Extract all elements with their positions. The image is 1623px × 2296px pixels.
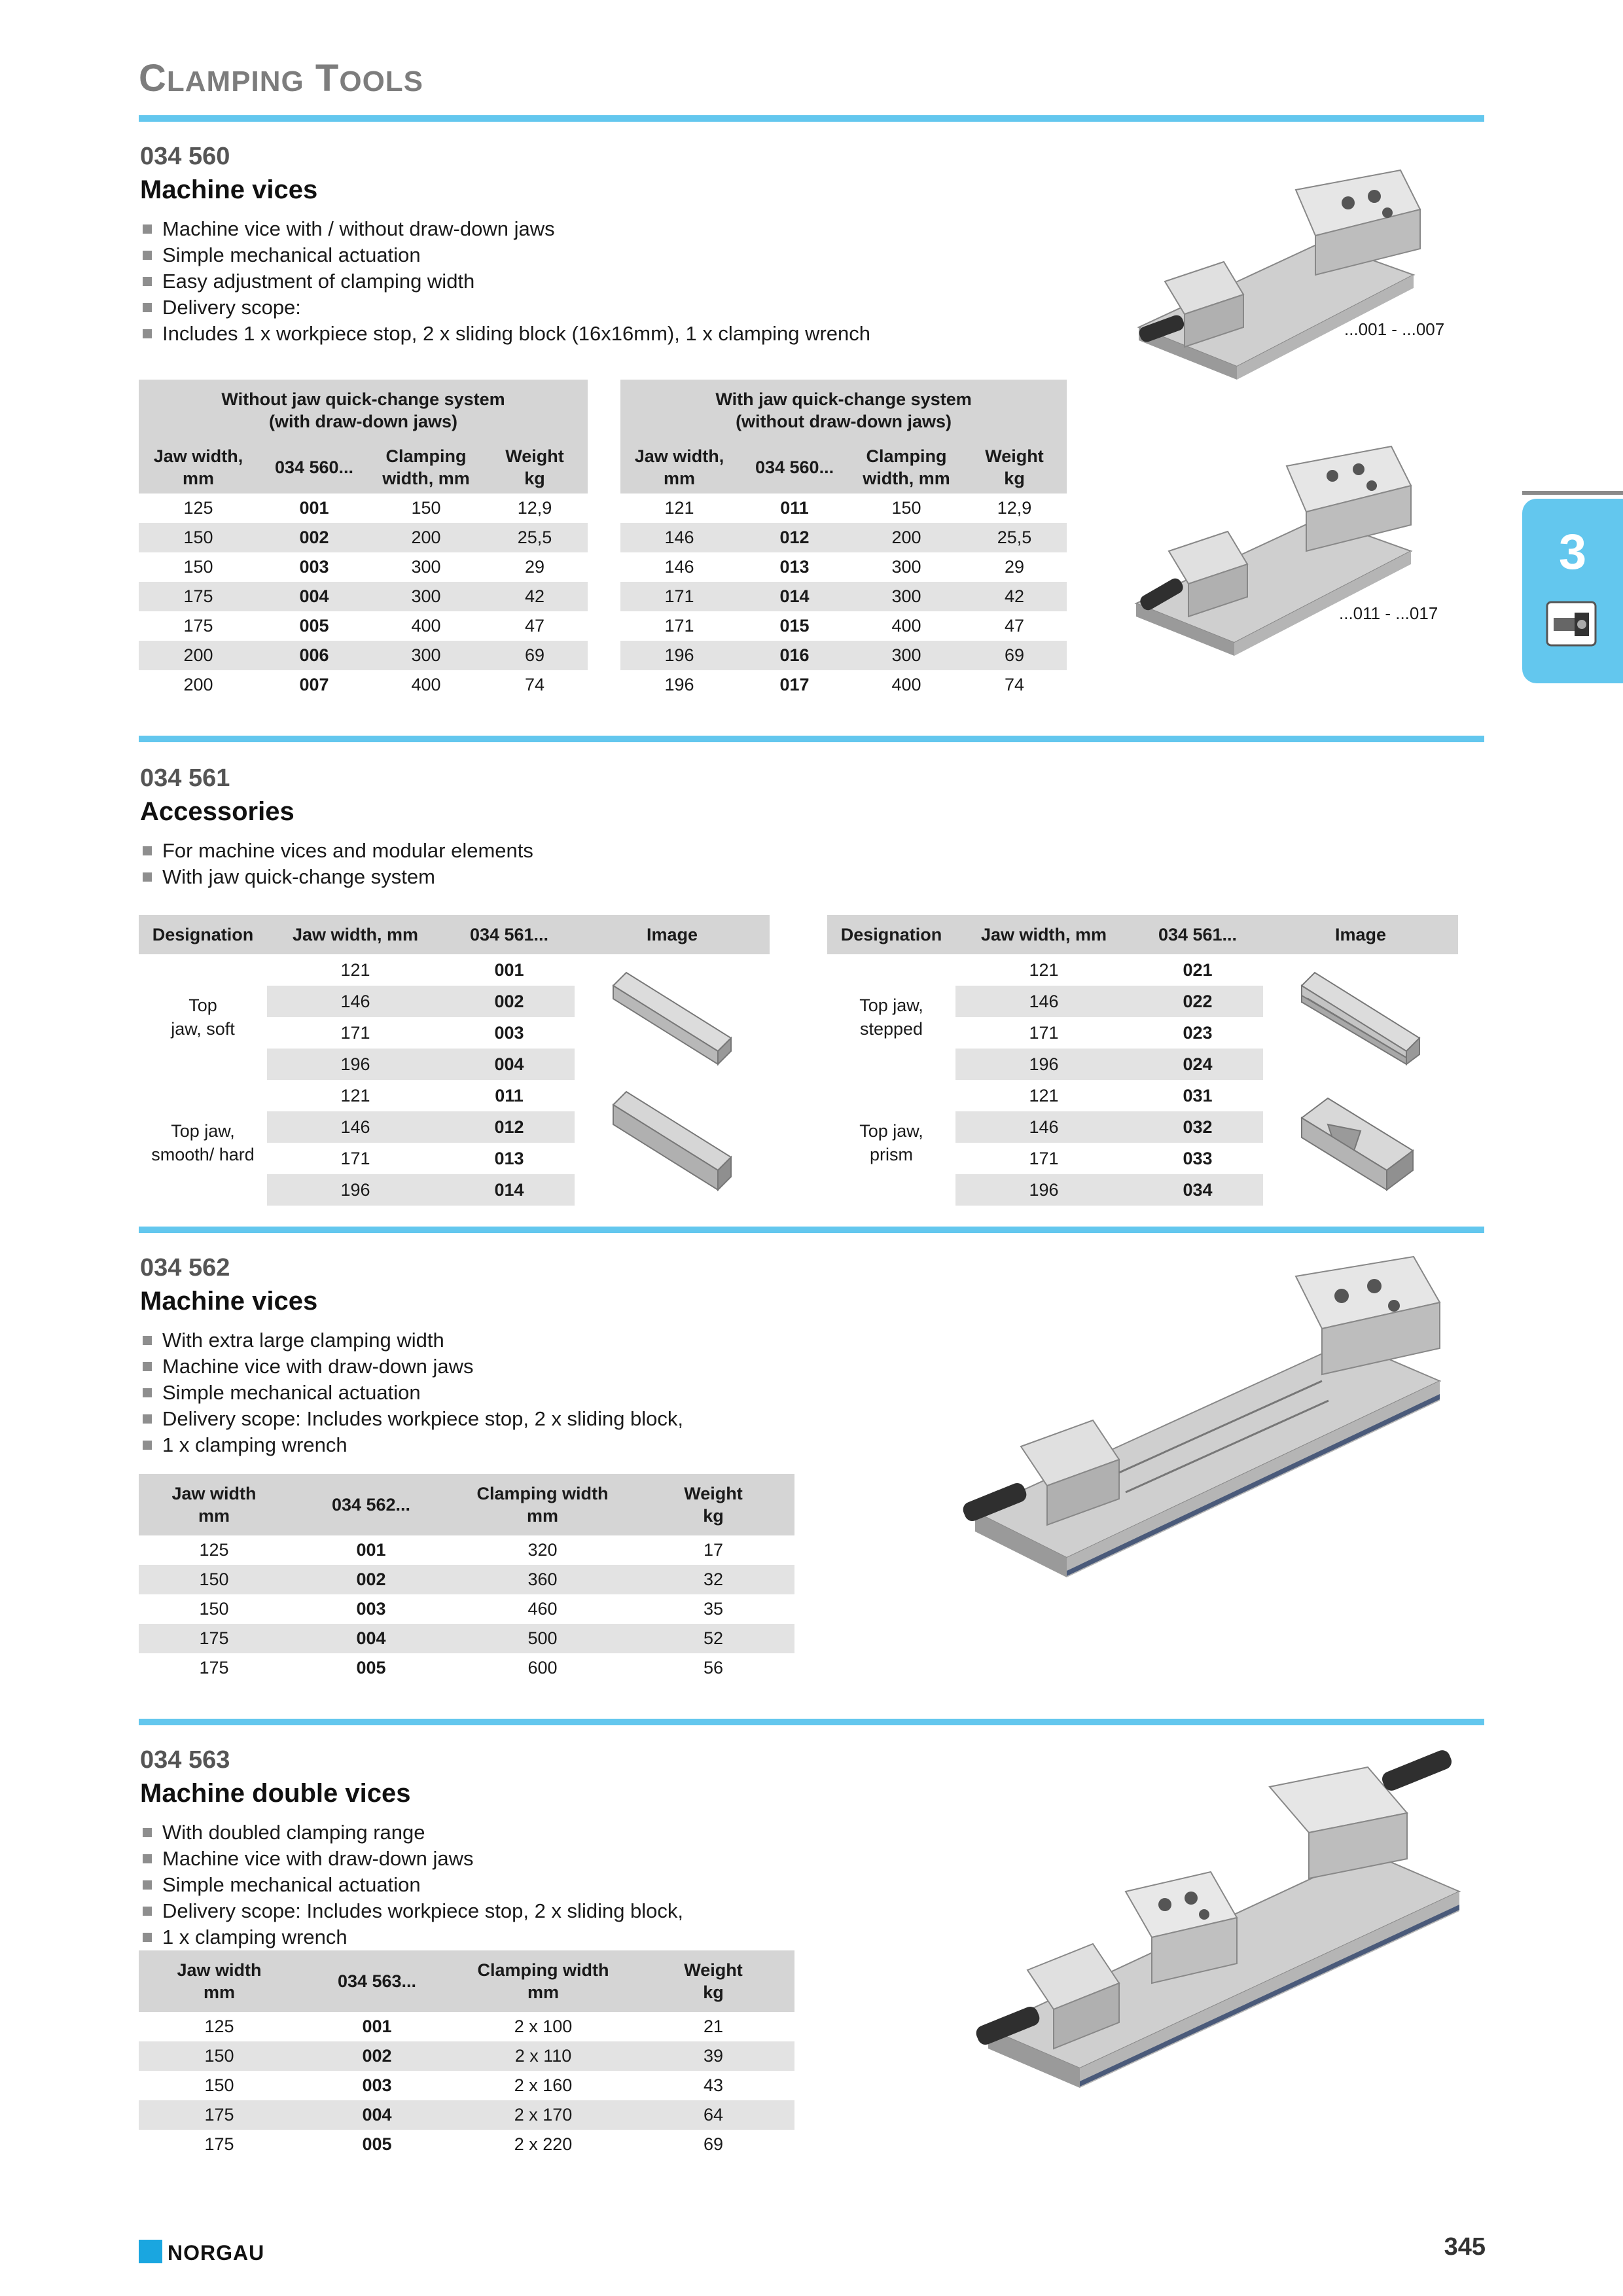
col-header-jaw-width: Jaw width, mm: [139, 441, 258, 493]
machine-vice-image-001: [1126, 164, 1433, 393]
designation-cell: Top jaw, prism: [827, 1080, 955, 1206]
col-header-jaw-width: Jaw width, mm: [955, 915, 1132, 954]
table-row: 196 014: [139, 1174, 770, 1206]
bullet-item: With jaw quick-change system: [140, 864, 533, 890]
table-row: 150 002 2 x 110 39: [139, 2041, 794, 2071]
table-row: 150 003 460 35: [199, 1599, 724, 1619]
page-title: CLAMPING TOOLS: [139, 57, 424, 99]
table-row: 125 001 150 12,9 121 011 150 12,9: [183, 498, 1032, 518]
bullet-item: Machine vice with / without draw-down jaws: [140, 216, 870, 242]
bullet-item: Easy adjustment of clamping width: [140, 268, 870, 295]
table-row: 171 013: [340, 1148, 524, 1168]
col-header-jaw-width: Jaw width, mm: [620, 441, 738, 493]
bullet-item: Simple mechanical actuation: [140, 1380, 683, 1406]
table-row: 175 005 400 47 171 015 400 47: [183, 616, 1025, 636]
table-row: 200 007 400 74 196 017 400 74: [183, 675, 1025, 694]
brand-logo-square: [139, 2240, 162, 2263]
bullet-item: Delivery scope: Includes workpiece stop, 2 x sliding block,: [140, 1406, 683, 1432]
bullet-item: Machine vice with draw-down jaws: [140, 1354, 683, 1380]
table-row: 200 006 300 69 196 016 300 69: [139, 641, 1067, 670]
group-header-with-quick-change: With jaw quick-change system (without draw-down jaws): [620, 380, 1067, 441]
brand-name: NORGAU: [168, 2241, 265, 2265]
bullet-item: 1 x clamping wrench: [140, 1924, 683, 1950]
table-row: 175 005 2 x 220 69: [204, 2134, 724, 2154]
table-row: 175 004 2 x 170 64: [139, 2100, 794, 2130]
image-label-001: ...001 - ...007: [1344, 319, 1445, 339]
col-header-article: 034 560...: [738, 441, 851, 493]
designation-cell: Top jaw, soft: [139, 954, 267, 1080]
bullet-item: With doubled clamping range: [140, 1820, 683, 1846]
table-034-560: [139, 380, 1067, 700]
section-title-561: Accessories: [140, 797, 294, 826]
section-code-562: 034 562: [140, 1254, 230, 1282]
designation-cell: Top jaw, smooth/ hard: [139, 1080, 267, 1206]
col-header-article: 034 560...: [258, 441, 370, 493]
machine-vice-image-011: [1123, 440, 1431, 662]
col-header-weight: Weight kg: [632, 1474, 794, 1535]
bullet-item: 1 x clamping wrench: [140, 1432, 683, 1458]
top-jaw-stepped-image: [1263, 954, 1458, 1080]
top-jaw-prism-icon: [1289, 1085, 1433, 1196]
col-header-designation: Designation: [827, 915, 955, 954]
table-row: Top jaw, soft 121 001: [139, 954, 770, 986]
col-header-weight: Weight kg: [482, 441, 588, 493]
table-034-563: [139, 1950, 794, 2159]
col-header-jaw-width: Jaw width mm: [139, 1950, 300, 2012]
top-jaw-smooth-image: [575, 1080, 770, 1206]
section-title-562: Machine vices: [140, 1287, 318, 1316]
col-header-clamping-width: Clamping width mm: [453, 1474, 632, 1535]
section-rule: [139, 736, 1484, 742]
bullet-item: Includes 1 x workpiece stop, 2 x sliding block (16x16mm), 1 x clamping wrench: [140, 321, 870, 347]
table-row: 196 034: [827, 1174, 1458, 1206]
col-header-clamping-width: Clamping width mm: [454, 1950, 632, 2012]
col-header-image: Image: [1263, 915, 1458, 954]
table-row: 146 032: [827, 1111, 1458, 1143]
bullet-item: Simple mechanical actuation: [140, 242, 870, 268]
col-header-jaw-width: Jaw width, mm: [267, 915, 444, 954]
designation-cell: Top jaw, stepped: [827, 954, 955, 1080]
table-row: 175 005 600 56: [199, 1658, 724, 1677]
page-number: 345: [1444, 2233, 1486, 2261]
col-header-image: Image: [575, 915, 770, 954]
table-row: 171 033: [1029, 1148, 1213, 1168]
col-header-weight: Weight kg: [632, 1950, 794, 2012]
table-034-561-right: [827, 915, 1458, 1206]
table-row: 150 003 300 29 146 013 300 29: [183, 557, 1025, 577]
bullet-list-562: [140, 1327, 683, 1458]
table-row: Top jaw, prism 121 031: [827, 1080, 1458, 1111]
table-row: 150 002 360 32: [139, 1565, 794, 1594]
top-jaw-prism-image: [1263, 1080, 1458, 1206]
top-jaw-smooth-icon: [600, 1085, 744, 1196]
section-code-560: 034 560: [140, 143, 230, 170]
table-row: 146 012: [139, 1111, 770, 1143]
bullet-list-560: [140, 216, 870, 347]
top-jaw-stepped-icon: [1289, 960, 1433, 1071]
col-header-jaw-width: Jaw width mm: [139, 1474, 289, 1535]
section-rule: [139, 1227, 1484, 1233]
table-row: 171 003: [340, 1022, 524, 1043]
section-code-563: 034 563: [140, 1746, 230, 1774]
table-034-562: [139, 1474, 794, 1683]
table-row: Top jaw, smooth/ hard 121 011: [139, 1080, 770, 1111]
table-row: 150 002 200 25,5 146 012 200 25,5: [139, 523, 1067, 552]
header-rule: [139, 115, 1484, 122]
section-title-563: Machine double vices: [140, 1779, 411, 1808]
machine-double-vice-image: [962, 1741, 1472, 2134]
bullet-item: Machine vice with draw-down jaws: [140, 1846, 683, 1872]
image-label-011: ...011 - ...017: [1339, 603, 1438, 623]
col-header-weight: Weight kg: [962, 441, 1067, 493]
table-row: 146 002: [139, 986, 770, 1017]
col-header-article: 034 561...: [444, 915, 575, 954]
bullet-item: Delivery scope:: [140, 295, 870, 321]
section-rule: [139, 1719, 1484, 1725]
col-header-designation: Designation: [139, 915, 267, 954]
side-tab-line: [1522, 491, 1623, 495]
col-header-clamping-width: Clamping width, mm: [370, 441, 482, 493]
table-row: Top jaw, stepped 121 021: [827, 954, 1458, 986]
top-jaw-soft-icon: [600, 960, 744, 1071]
col-header-article: 034 561...: [1132, 915, 1263, 954]
table-row: 175 004 500 52: [139, 1624, 794, 1653]
table-row: 125 001 2 x 100 21: [204, 2017, 724, 2036]
bullet-item: Delivery scope: Includes workpiece stop, 2 x sliding block,: [140, 1898, 683, 1924]
table-034-561-left: [139, 915, 770, 1206]
table-row: 196 004: [139, 1049, 770, 1080]
section-title-560: Machine vices: [140, 175, 318, 204]
section-code-561: 034 561: [140, 764, 230, 792]
table-row: 196 024: [827, 1049, 1458, 1080]
table-row: 125 001 320 17: [199, 1540, 724, 1560]
bullet-list-563: [140, 1820, 683, 1950]
table-row: 171 023: [1029, 1022, 1213, 1043]
bullet-item: Simple mechanical actuation: [140, 1872, 683, 1898]
group-header-without-quick-change: Without jaw quick-change system (with draw-down jaws): [139, 380, 588, 441]
chapter-number: 3: [1558, 524, 1587, 580]
machine-vice-xl-image: [955, 1250, 1466, 1630]
bullet-item: With extra large clamping width: [140, 1327, 683, 1354]
bullet-list-561: [140, 838, 533, 890]
col-header-clamping-width: Clamping width, mm: [851, 441, 962, 493]
table-row: 175 004 300 42 171 014 300 42: [139, 582, 1067, 611]
top-jaw-soft-image: [575, 954, 770, 1080]
col-header-article: 034 563...: [300, 1950, 454, 2012]
vice-chapter-icon: [1546, 601, 1597, 647]
table-row: 150 003 2 x 160 43: [204, 2075, 724, 2095]
table-row: 146 022: [827, 986, 1458, 1017]
col-header-article: 034 562...: [289, 1474, 453, 1535]
bullet-item: For machine vices and modular elements: [140, 838, 533, 864]
